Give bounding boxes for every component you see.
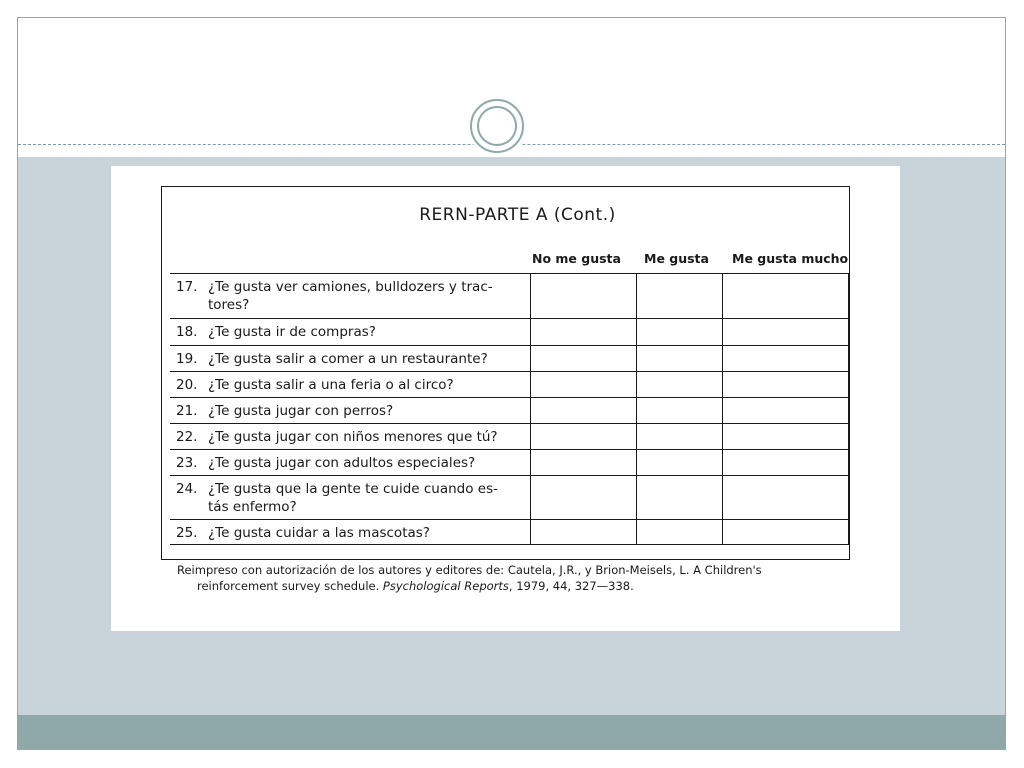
- table-row: [170, 346, 849, 372]
- question-text: ¿Te gusta cuidar a las mascotas?: [208, 525, 430, 541]
- question-text: ¿Te gusta salir a una feria o al circo?: [208, 377, 454, 393]
- answer-cell-me-gusta-mucho[interactable]: [722, 372, 848, 398]
- answer-cell-me-gusta-mucho[interactable]: [722, 476, 848, 520]
- scanned-document: [111, 166, 900, 631]
- question-text: ¿Te gusta que la gente te cuide cuando es-tás enfermo?: [208, 481, 499, 515]
- question-number: 21.: [176, 403, 198, 419]
- question-number: 19.: [176, 351, 198, 367]
- answer-cell-me-gusta[interactable]: [637, 372, 722, 398]
- answer-cell-no-me-gusta[interactable]: [530, 450, 637, 476]
- ornament-ring-inner: [477, 106, 517, 146]
- question-number: 25.: [176, 525, 198, 541]
- answer-cell-me-gusta[interactable]: [637, 424, 722, 450]
- answer-cell-me-gusta[interactable]: [637, 319, 722, 346]
- table-row: [170, 274, 849, 319]
- answer-cell-me-gusta-mucho[interactable]: [722, 346, 848, 372]
- table-row: [170, 520, 849, 545]
- table-row: [170, 319, 849, 346]
- table-row: [170, 476, 849, 520]
- question-number: 23.: [176, 455, 198, 471]
- answer-cell-no-me-gusta[interactable]: [530, 476, 637, 520]
- question-text: ¿Te gusta ir de compras?: [208, 324, 376, 340]
- answer-cell-me-gusta[interactable]: [637, 274, 722, 319]
- citation-note: [177, 562, 855, 594]
- answer-cell-me-gusta-mucho[interactable]: [722, 398, 848, 424]
- question-cell: [170, 319, 530, 346]
- citation-prefix: reinforcement survey schedule.: [197, 579, 383, 593]
- citation-line-1: Reimpreso con autorización de los autores y editores de: Cautela, J.R., y Brion-Meisels, L. A Children's: [177, 563, 762, 577]
- table-row: [170, 398, 849, 424]
- question-cell: [170, 520, 530, 545]
- question-text: ¿Te gusta jugar con niños menores que tú?: [208, 429, 498, 445]
- question-number: 17.: [176, 279, 198, 295]
- column-header-no-me-gusta: No me gusta: [532, 251, 621, 266]
- question-cell: [170, 372, 530, 398]
- answer-cell-me-gusta-mucho[interactable]: [722, 424, 848, 450]
- question-cell: [170, 274, 530, 319]
- answer-cell-no-me-gusta[interactable]: [530, 372, 637, 398]
- answer-cell-me-gusta-mucho[interactable]: [722, 319, 848, 346]
- question-cell: [170, 476, 530, 520]
- questions-table: [170, 273, 849, 545]
- question-number: 24.: [176, 481, 198, 497]
- answer-cell-me-gusta[interactable]: [637, 398, 722, 424]
- form-title: RERN-PARTE A (Cont.): [419, 205, 616, 225]
- answer-cell-me-gusta-mucho[interactable]: [722, 450, 848, 476]
- question-cell: [170, 450, 530, 476]
- answer-cell-no-me-gusta[interactable]: [530, 346, 637, 372]
- question-cell: [170, 398, 530, 424]
- question-number: 20.: [176, 377, 198, 393]
- question-text: ¿Te gusta salir a comer a un restaurante?: [208, 351, 488, 367]
- answer-cell-no-me-gusta[interactable]: [530, 398, 637, 424]
- questionnaire-form: [161, 186, 850, 560]
- table-row: [170, 372, 849, 398]
- question-number: 22.: [176, 429, 198, 445]
- question-cell: [170, 424, 530, 450]
- answer-cell-me-gusta[interactable]: [637, 476, 722, 520]
- column-header-me-gusta-mucho: Me gusta mucho: [732, 251, 849, 266]
- citation-journal: Psychological Reports: [382, 579, 509, 593]
- answer-cell-me-gusta[interactable]: [637, 346, 722, 372]
- column-header-me-gusta: Me gusta: [644, 251, 709, 266]
- answer-cell-no-me-gusta[interactable]: [530, 424, 637, 450]
- answer-cell-me-gusta-mucho[interactable]: [722, 520, 848, 545]
- question-text: ¿Te gusta ver camiones, bulldozers y trac-tores?: [208, 279, 493, 313]
- question-number: 18.: [176, 324, 198, 340]
- question-text: ¿Te gusta jugar con perros?: [208, 403, 394, 419]
- citation-line-2: [177, 578, 855, 594]
- answer-cell-no-me-gusta[interactable]: [530, 520, 637, 545]
- question-text: ¿Te gusta jugar con adultos especiales?: [208, 455, 476, 471]
- question-cell: [170, 346, 530, 372]
- answer-cell-me-gusta[interactable]: [637, 450, 722, 476]
- citation-suffix: , 1979, 44, 327—338.: [508, 579, 634, 593]
- answer-cell-me-gusta-mucho[interactable]: [722, 274, 848, 319]
- table-row: [170, 450, 849, 476]
- table-row: [170, 424, 849, 450]
- footer-bar: [18, 715, 1005, 750]
- answer-cell-me-gusta[interactable]: [637, 520, 722, 545]
- answer-cell-no-me-gusta[interactable]: [530, 274, 637, 319]
- answer-cell-no-me-gusta[interactable]: [530, 319, 637, 346]
